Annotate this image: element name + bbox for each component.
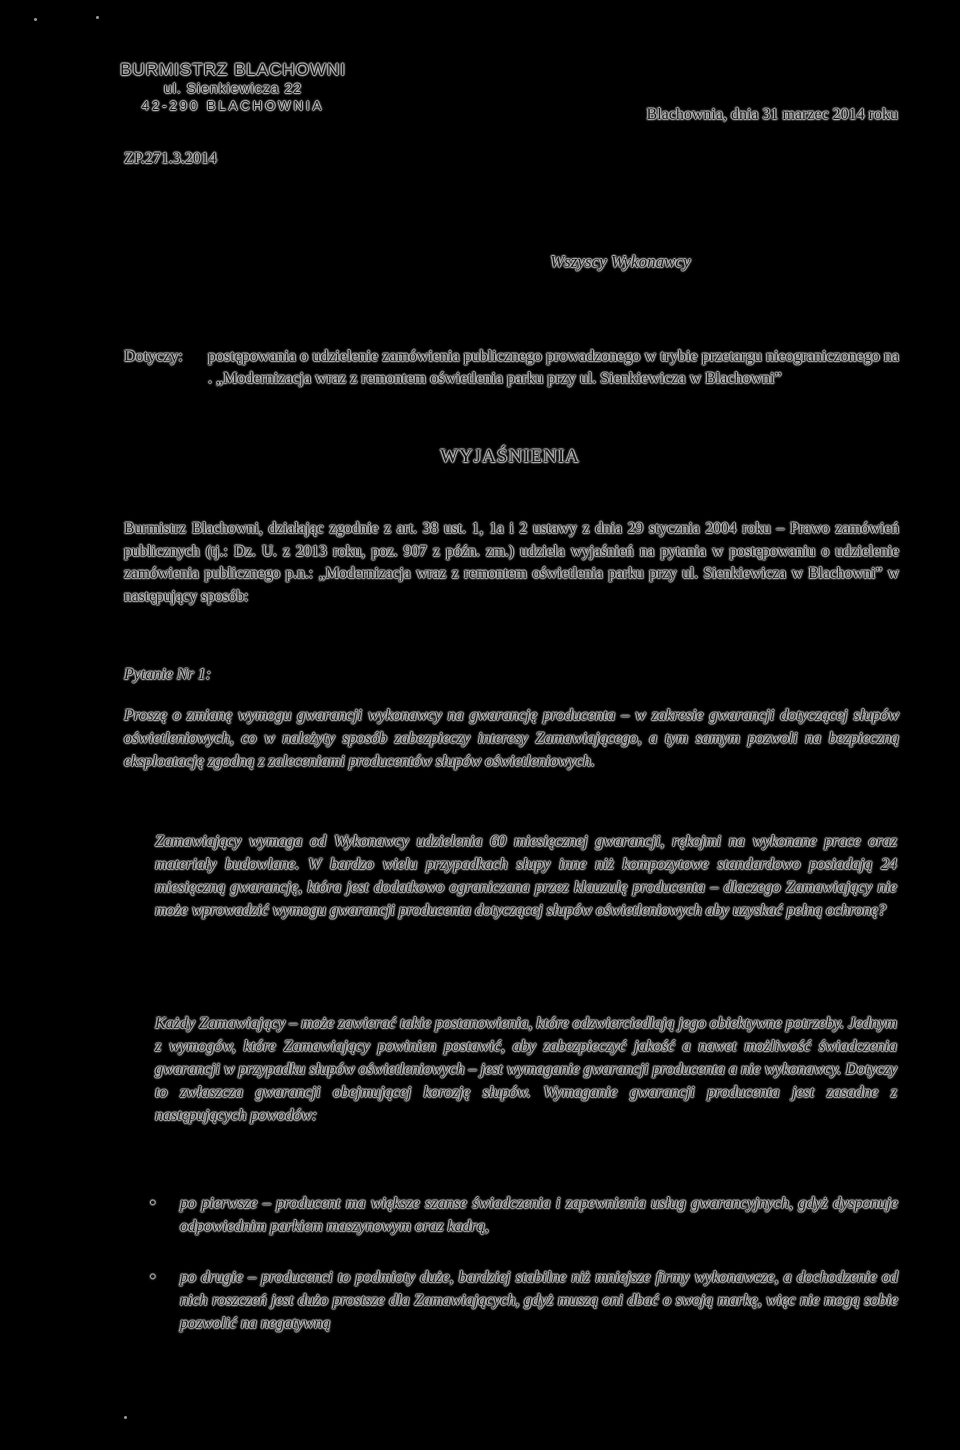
scan-speck: [96, 16, 99, 19]
addressee: Wszyscy Wykonawcy: [550, 252, 691, 271]
intro-paragraph: Burmistrz Blachowni, działając zgodnie z art. 38 ust. 1, 1a i 2 ustawy z dnia 29 stycznia 2004 roku – Prawo zamówień publicznych (tj.: Dz. U. z 2013 roku, poz. 907 z późn. zm.) udziela wyjaśnień na pytania w postępowaniu o udzielenie zamówienia publicznego p.n.: „Modernizacja wraz z remontem oświetlenia parku przy ul. Sienkiewicza w Blachowni” w następujący sposób:: [124, 520, 899, 605]
office-stamp: [118, 60, 348, 114]
question-paragraph-1: Zamawiający wymaga od Wykonawcy udzielenia 60 miesięcznej gwarancji, rękojmi na wykonane prace oraz materiały budowlane. W bardzo wielu przypadkach słupy inne niż kompozytowe standardowo posiadają 24 miesięczną gwarancję, która jest dodatkowo ograniczana przez klauzulę producenta – dlaczego Zamawiający nie może wprowadzić wymogu gwarancji producenta dotyczącej słupów oświetleniowych aby uzyskać pełną ochronę?: [155, 833, 897, 919]
subject-label: Dotyczy:: [124, 348, 183, 365]
document-title: WYJAŚNIENIA: [440, 446, 580, 467]
scan-speck: [124, 1416, 127, 1419]
stamp-line-street: ul. Sienkiewicza 22: [163, 80, 303, 96]
subject-text: postępowania o udzielenie zamówienia publicznego prowadzonego w trybie przetargu nieograniczonego na . „Modernizacja wraz z remontem oświetlenia parku przy ul. Sienkiewicza w Blachowni”: [208, 348, 899, 387]
list-item-text: po pierwsze – producent ma większe szanse świadczenia i zapewnienia usług gwarancyjnych, gdyż dysponuje odpowiednim parkiem maszynowym oraz kadrą,: [180, 1195, 898, 1235]
list-item: [150, 1266, 898, 1335]
stamp-line-city: 42-290 BLACHOWNIA: [141, 98, 325, 113]
scan-speck: [34, 18, 37, 21]
reference-number: ZP.271.3.2014: [124, 150, 217, 167]
document-date: Blachownia, dnia 31 marzec 2014 roku: [646, 106, 898, 123]
bullet-icon: •: [150, 1269, 156, 1286]
question-paragraph-2: Każdy Zamawiający – może zawierać takie postanowienia, które odzwierciedlają jego obiektywne potrzeby. Jednym z wymogów, które Zamawiający powinien postawić, aby zabezpieczyć jakość a nawet możliwość świadczenia gwarancji w przypadku słupów oświetleniowych – jest wymaganie gwarancji producenta a nie wykonawcy. Dotyczy to zwłaszcza gwarancji obejmującej korozję słupów. Wymaganie gwarancji producenta jest zasadne z następujących powodów:: [155, 1015, 897, 1124]
question-text: Proszę o zmianę wymogu gwarancji wykonawcy na gwarancję producenta – w zakresie gwarancji dotyczącej słupów oświetleniowych, co w należyty sposób zabezpieczy interesy Zamawiającego, a tym samym pozwoli na bezpieczną eksploatację zgodną z zaleceniami producentów słupów oświetleniowych.: [124, 707, 899, 770]
stamp-line-title: BURMISTRZ BLACHOWNI: [120, 60, 346, 79]
bullet-icon: •: [150, 1195, 156, 1212]
question-heading: Pytanie Nr 1:: [124, 666, 212, 683]
subject-block: [124, 346, 899, 390]
list-item: [150, 1192, 898, 1238]
list-item-text: po drugie – producenci to podmioty duże, bardziej stabilne niż mniejsze firmy wykonawcze, a dochodzenie od nich roszczeń jest dużo prostsze dla Zamawiających, gdyż muszą oni dbać o swoją markę, więc nie mogą sobie pozwolić na negatywną: [180, 1269, 898, 1332]
reasons-list: [150, 1192, 898, 1363]
